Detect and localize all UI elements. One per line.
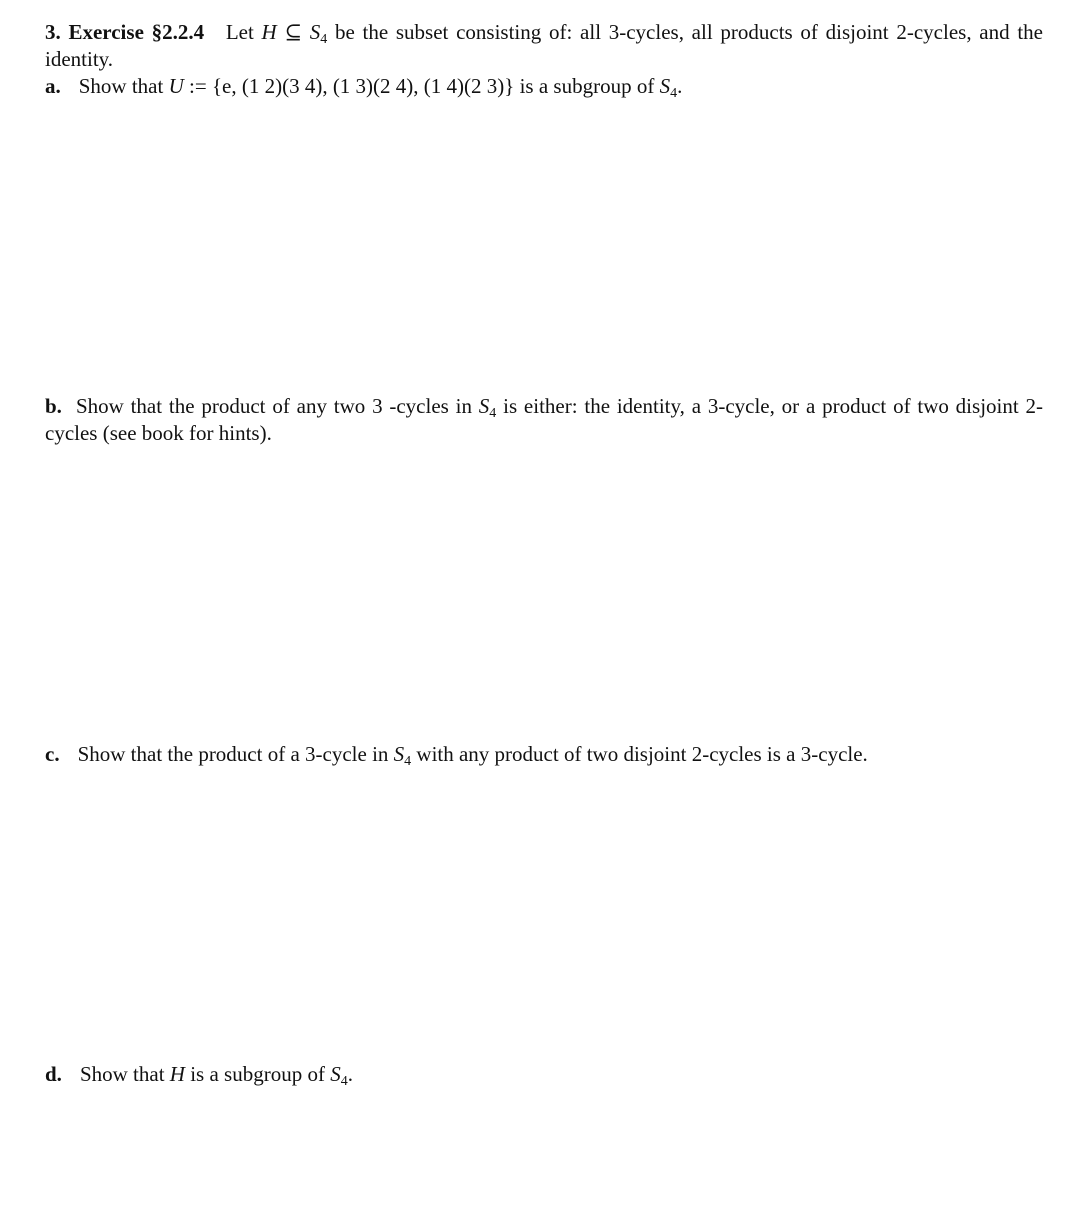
symmetric-group-index: 4 — [489, 406, 497, 421]
intro-text: be the subset consisting of: all 3-cycles, all products of disjoint 2-cycles, and the identity. — [45, 20, 1043, 71]
intro-let: Let — [225, 20, 254, 44]
part-c-label: c. — [45, 742, 60, 766]
symmetric-group: S — [330, 1062, 341, 1086]
symmetric-group: S — [309, 20, 321, 44]
part-a-text-end: . — [677, 74, 683, 98]
part-a-text-pre: Show that — [78, 74, 169, 98]
part-d — [45, 1061, 1043, 1088]
part-d-text-pre: Show that — [79, 1062, 170, 1086]
symmetric-group-index: 4 — [340, 1074, 348, 1089]
symmetric-group-index: 4 — [670, 86, 678, 101]
subset-symbol: ⊆ — [276, 20, 310, 44]
part-c-text-pre: Show that the product of a 3-cycle in — [77, 742, 394, 766]
problem-statement — [45, 19, 1043, 73]
part-b-label: b. — [45, 394, 62, 418]
part-d-text-end: . — [347, 1062, 353, 1086]
set-u-elements: := {e, (1 2)(3 4), (1 3)(2 4), (1 4)(2 3)} — [183, 74, 520, 98]
part-d-label: d. — [45, 1062, 62, 1086]
part-b — [45, 393, 1043, 447]
symmetric-group: S — [659, 74, 671, 98]
set-u: U — [168, 74, 184, 98]
set-h: H — [261, 20, 277, 44]
part-a-text-mid: is a subgroup of — [519, 74, 660, 98]
part-a-label: a. — [45, 74, 61, 98]
symmetric-group-index: 4 — [320, 32, 328, 47]
exercise-title: Exercise §2.2.4 — [68, 20, 205, 44]
part-d-text-mid: is a subgroup of — [184, 1062, 331, 1086]
symmetric-group: S — [478, 394, 490, 418]
part-c — [45, 741, 1043, 768]
part-b-text-pre: Show that the product of any two 3 -cycles in — [75, 394, 479, 418]
symmetric-group: S — [393, 742, 405, 766]
symmetric-group-index: 4 — [404, 754, 412, 769]
part-a — [45, 73, 1043, 100]
set-h: H — [169, 1062, 185, 1086]
problem-number: 3. — [45, 20, 61, 44]
part-b-text-post: is either: the identity, a 3-cycle, or a product of two disjoint 2-cycles (see book for hints). — [45, 394, 1043, 445]
part-c-text-post: with any product of two disjoint 2-cycles is a 3-cycle. — [411, 742, 868, 766]
